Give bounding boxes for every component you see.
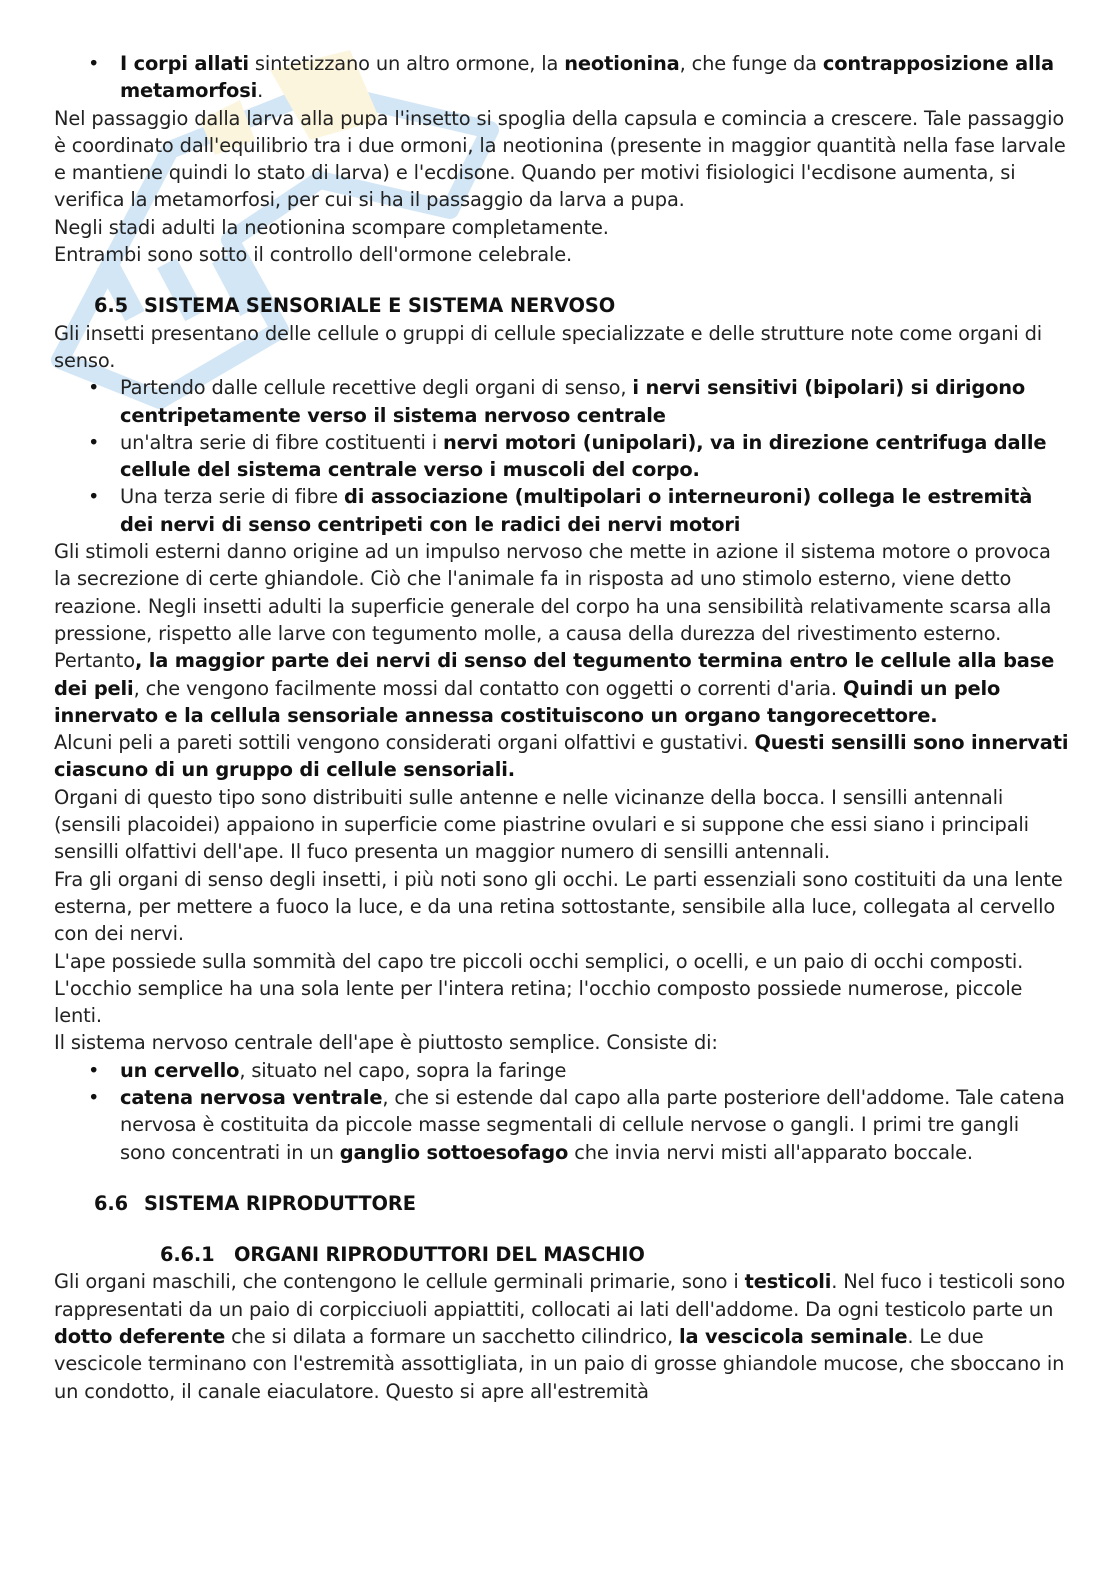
list-item: • Partendo dalle cellule recettive degli organi di senso, i nervi sensitivi (bipolari) si dirigono centripetamente verso il sistema nervoso centrale	[120, 374, 1070, 429]
section-heading-6-6-1: 6.6.1 ORGANI RIPRODUTTORI DEL MASCHIO	[160, 1243, 645, 1267]
bullet-list-nervous-system	[54, 1057, 1070, 1166]
list-item: • catena nervosa ventrale, che si estende dal capo alla parte posteriore dell'addome. Tale catena nervosa è costituita da piccole masse segmentali di cellule nervose o gangli. I primi tre gangli sono concentrati in un ganglio sottoesofago che invia nervi misti all'apparato boccale.	[120, 1084, 1070, 1166]
paragraph: Gli organi maschili, che contengono le cellule germinali primarie, sono i testicoli. Nel fuco i testicoli sono rappresentati da un paio di corpicciuoli appiattiti, collocati ai lati dell'addome. Da ogni testicolo parte un dotto deferente che si dilata a formare un sacchetto cilindrico, la vescicola seminale. Le due vescicole terminano con l'estremità assottigliata, in un paio di grosse ghiandole mucose, che sboccano in un condotto, il canale eiaculatore. Questo si apre all'estremità	[54, 1270, 1066, 1403]
paragraph: L'ape possiede sulla sommità del capo tre piccoli occhi semplici, o ocelli, e un paio di occhi composti. L'occhio semplice ha una sola lente per l'intera retina; l'occhio composto possiede numerose, piccole lenti.	[54, 949, 1024, 1028]
paragraph: Gli stimoli esterni danno origine ad un impulso nervoso che mette in azione il sistema motore o provoca la secrezione di certe ghiandole. Ciò che l'animale fa in risposta ad uno stimolo esterno, viene detto reazione. Negli insetti adulti la superficie generale del corpo ha una sensibilità relativamente scarsa alla pressione, rispetto alle larve con tegumento molle, a causa della durezza del rivestimento esterno. Pertanto, la maggior parte dei nervi di senso del tegumento termina entro le cellule alla base dei peli, che vengono facilmente mossi dal contatto con oggetti o correnti d'aria. Quindi un pelo innervato e la cellula sensoriale annessa costituiscono un organo tangorecettore.	[54, 540, 1055, 727]
list-item: • Una terza serie di fibre di associazione (multipolari o interneuroni) collega le estremità dei nervi di senso centripeti con le radici dei nervi motori	[120, 483, 1070, 538]
list-item: • I corpi allati sintetizzano un altro ormone, la neotionina, che funge da contrapposizione alla metamorfosi.	[120, 50, 1070, 105]
document-body	[54, 50, 1070, 1405]
paragraph: Il sistema nervoso centrale dell'ape è piuttosto semplice. Consiste di:	[54, 1031, 718, 1055]
bullet-list-hormones	[54, 50, 1070, 105]
bullet-list-nerves	[54, 374, 1070, 538]
section-heading-6-5: 6.5 SISTEMA SENSORIALE E SISTEMA NERVOSO	[94, 294, 616, 318]
paragraph: Entrambi sono sotto il controllo dell'ormone celebrale.	[54, 243, 573, 267]
list-item: • un'altra serie di fibre costituenti i nervi motori (unipolari), va in direzione centrifuga dalle cellule del sistema centrale verso i muscoli del corpo.	[120, 429, 1070, 484]
paragraph: Organi di questo tipo sono distribuiti sulle antenne e nelle vicinanze della bocca. I sensilli antennali (sensili placoidei) appaiono in superficie come piastrine ovulari e si suppone che essi siano i principali sensilli olfattivi dell'ape. Il fuco presenta un maggior numero di sensilli antennali.	[54, 785, 1029, 864]
list-item: • un cervello, situato nel capo, sopra la faringe	[120, 1057, 1070, 1084]
section-heading-6-6: 6.6 SISTEMA RIPRODUTTORE	[94, 1191, 416, 1215]
paragraph: Fra gli organi di senso degli insetti, i più noti sono gli occhi. Le parti essenziali sono costituiti da una lente esterna, per mettere a fuoco la luce, e da una retina sottostante, sensibile alla luce, collegata al cervello con dei nervi.	[54, 867, 1063, 946]
paragraph: Negli stadi adulti la neotionina scompare completamente.	[54, 215, 609, 239]
paragraph: Nel passaggio dalla larva alla pupa l'insetto si spoglia della capsula e comincia a crescere. Tale passaggio è coordinato dall'equilibrio tra i due ormoni, la neotionina (presente in maggior quantità nella fase larvale e mantiene quindi lo stato di larva) e l'ecdisone. Quando per motivi fisiologici l'ecdisone aumenta, si verifica la metamorfosi, per cui si ha il passaggio da larva a pupa.	[54, 106, 1066, 212]
paragraph: Alcuni peli a pareti sottili vengono considerati organi olfattivi e gustativi. Questi sensilli sono innervati ciascuno di un gruppo di cellule sensoriali.	[54, 731, 1069, 782]
paragraph: Gli insetti presentano delle cellule o gruppi di cellule specializzate e delle strutture note come organi di senso.	[54, 321, 1043, 372]
